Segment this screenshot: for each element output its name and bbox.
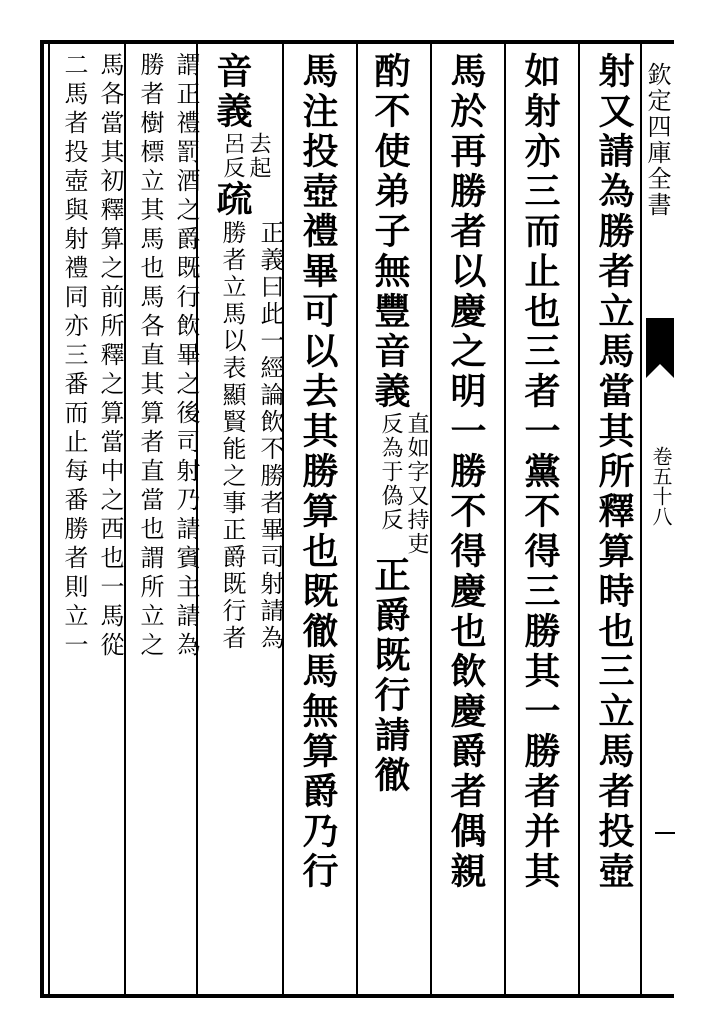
commentary-line-a: 謂正禮罰酒之爵既行飲畢之後司射乃請賓主請為: [172, 52, 200, 661]
text-column-6-note: [219, 132, 271, 180]
text-column-4-main-b: 正爵既行請徹: [369, 556, 411, 796]
text-column-6-main-a: 音義: [211, 52, 253, 132]
text-column-1: 射又請為勝者立馬當其所釋算時也三立馬者投壺: [593, 52, 635, 892]
text-column-5: 馬注投壺禮畢可以去其勝算也既徹馬無算爵乃行: [297, 52, 339, 892]
note-line-2: 呂反: [220, 132, 245, 180]
note-line-1: 去起: [246, 132, 271, 180]
column-rule: [504, 44, 506, 994]
text-column-8: [56, 52, 128, 661]
text-column-7: [132, 52, 204, 661]
margin-tick: [655, 832, 675, 834]
column-rule: [430, 44, 432, 994]
text-column-2: 如射亦三而止也三者一黨不得三勝其一勝者并其: [519, 52, 561, 892]
note-line-1: 直如字又持吏: [404, 412, 429, 556]
margin-title: 欽定四庫全書: [643, 62, 671, 218]
inner-left-rule: [48, 44, 50, 994]
commentary-line-b: 勝者樹標立其馬也馬各直其算者直當也謂所立之: [136, 52, 164, 661]
text-column-6: [206, 52, 289, 652]
text-column-4: [364, 52, 429, 796]
commentary-line-2: 勝者立馬以表顯賢能之事正爵既行者: [218, 220, 246, 652]
text-column-4-note: [377, 412, 429, 556]
commentary-line-1: 正義曰此一經論飲不勝者畢司射請為: [256, 220, 284, 652]
fish-tail-mark: [646, 318, 674, 364]
text-column-6-shu: 疏: [211, 180, 253, 220]
column-rule: [578, 44, 580, 994]
text-column-4-main-a: 酌不使弟子無豐音義: [369, 52, 411, 412]
note-line-2: 反為于偽反: [378, 412, 403, 532]
text-column-6-commentary: [213, 220, 289, 652]
margin-juan: 卷五十八: [649, 446, 673, 526]
column-rule: [356, 44, 358, 994]
commentary-line-b: 二馬者投壺與射禮同亦三番而止每番勝者則立一: [60, 52, 88, 661]
commentary-line-a: 馬各當其初釋算之前所釋之算當中之西也一馬從: [96, 52, 124, 661]
text-column-3: 馬於再勝者以慶之明一勝不得慶也飲慶爵者偶親: [445, 52, 487, 892]
